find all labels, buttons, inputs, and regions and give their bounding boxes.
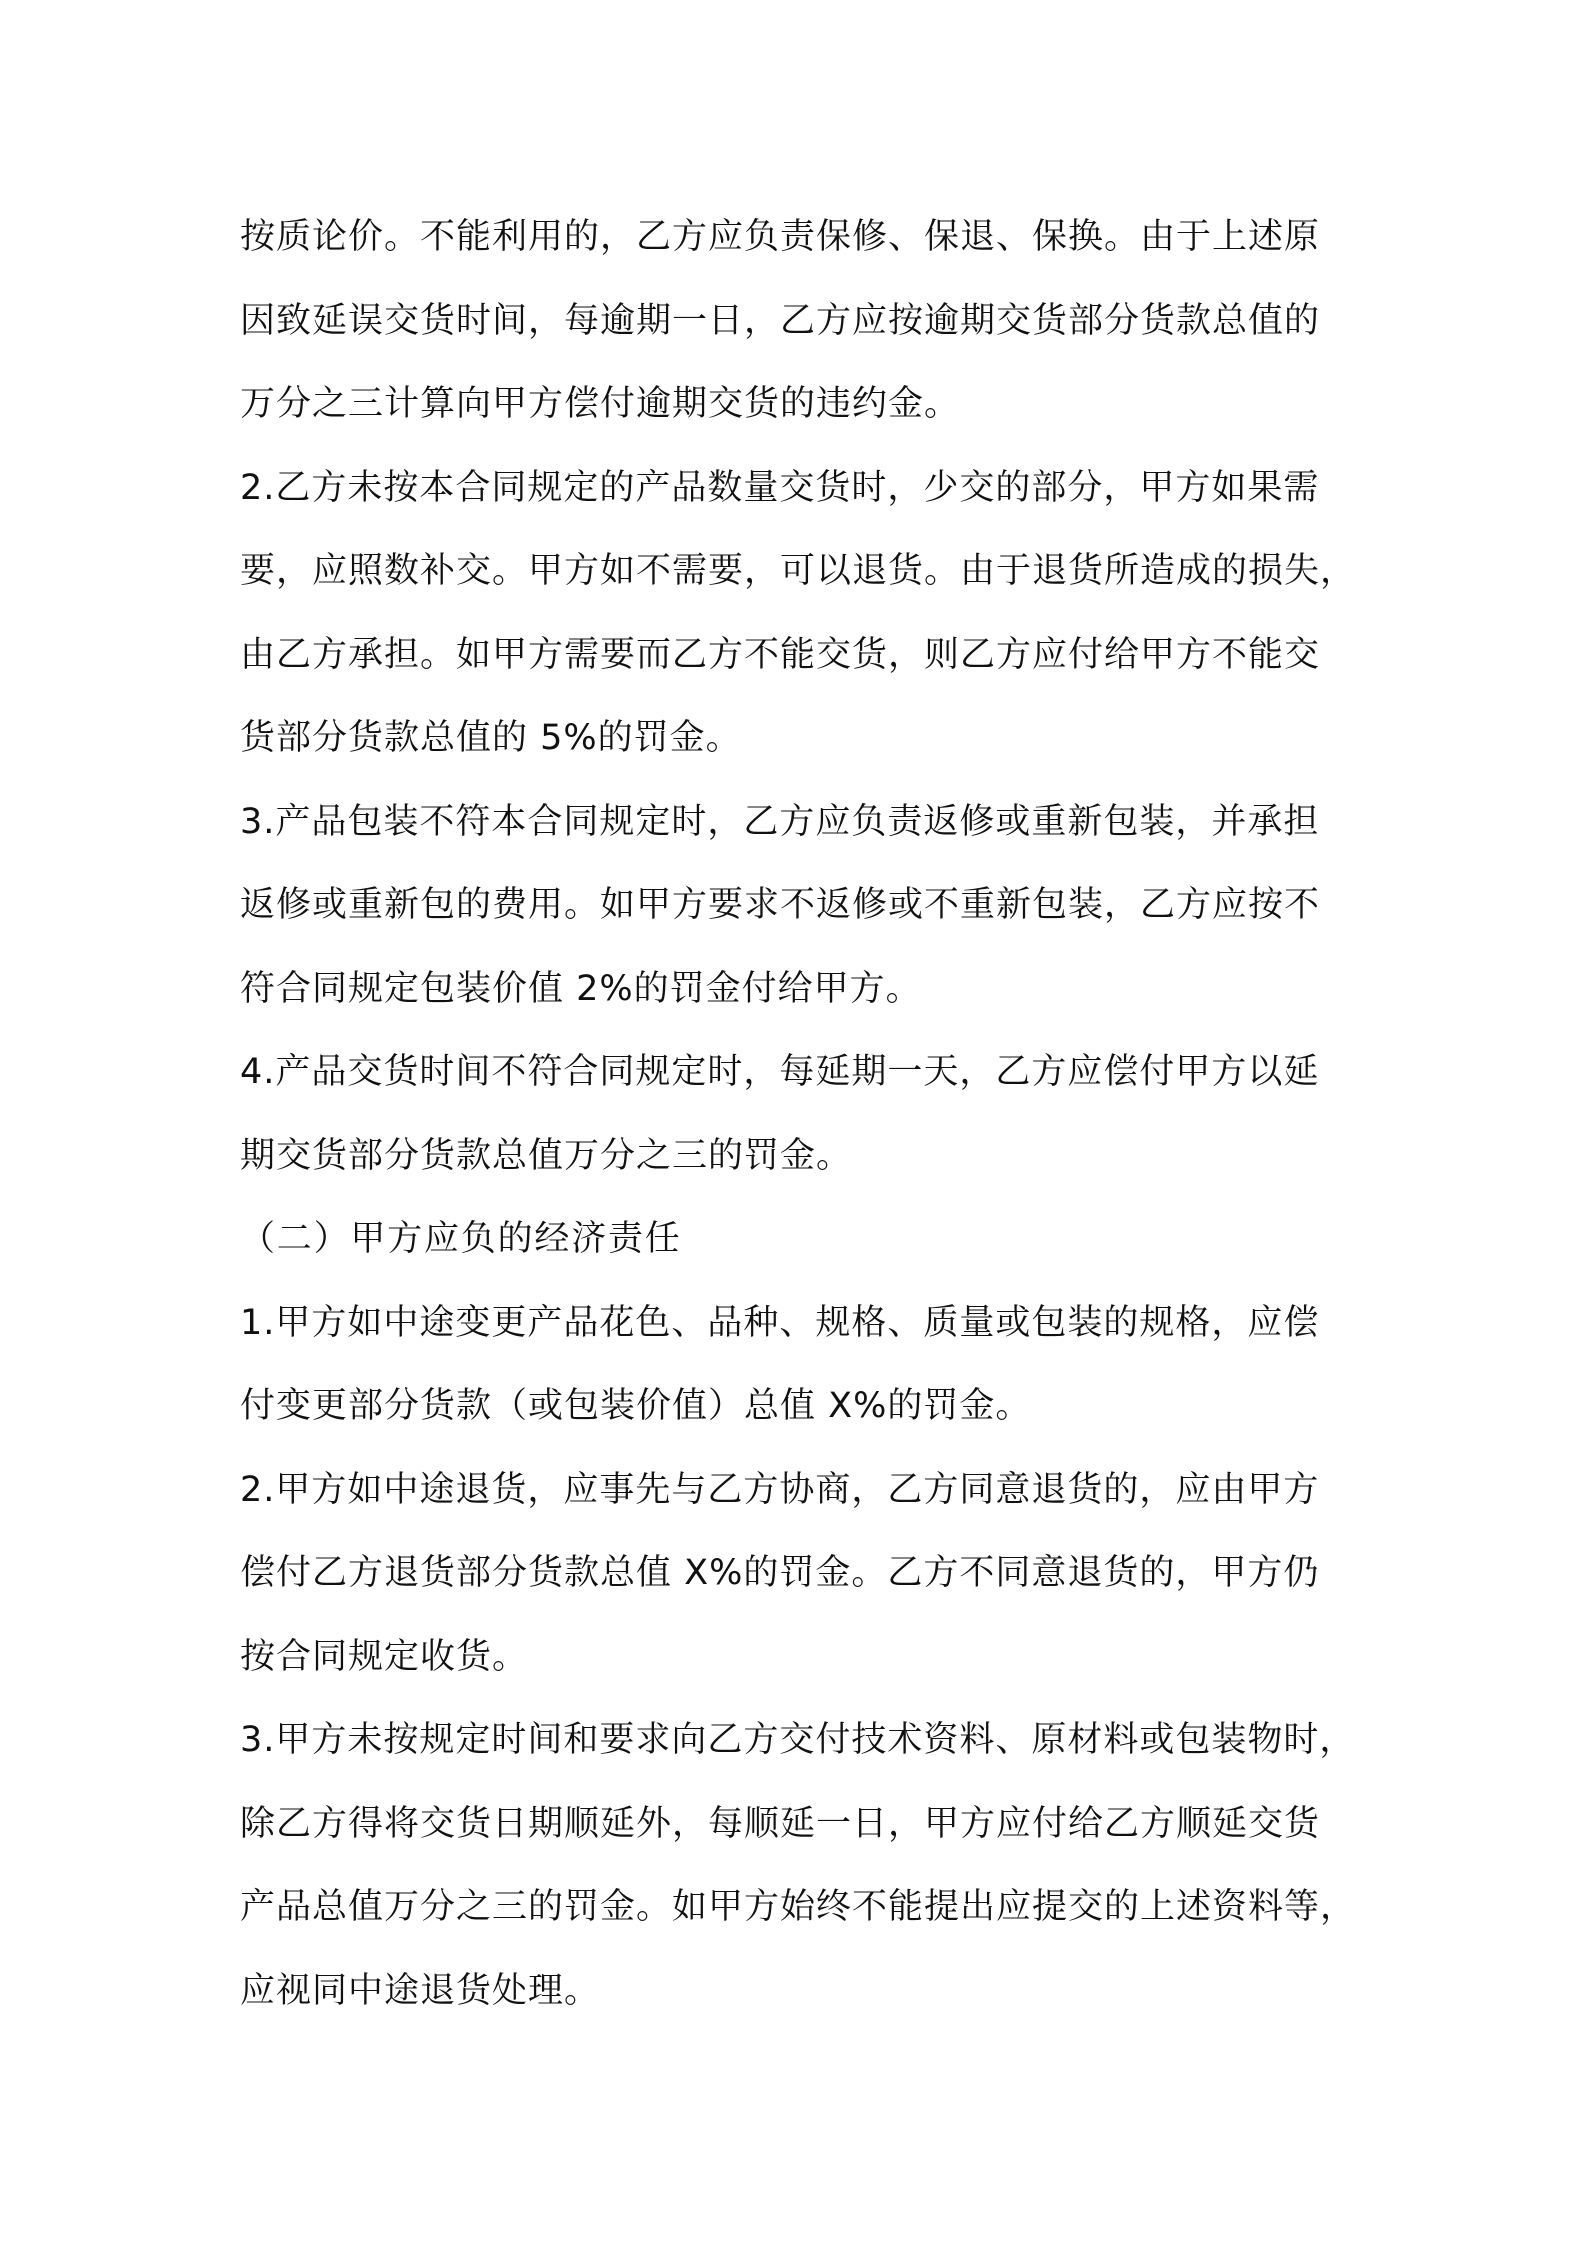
text-line: 期交货部分货款总值万分之三的罚金。 [240, 1135, 853, 1176]
text-line: 要，应照数补交。甲方如不需要，可以退货。由于退货所造成的损失， [240, 551, 1357, 591]
text-line: 货部分货款总值的 5%的罚金。 [240, 718, 742, 758]
text-line: 由乙方承担。如甲方需要而乙方不能交货，则乙方应付给甲方不能交 [240, 634, 1321, 675]
clause-2-line: 2.甲方如中途退货，应事先与乙方协商，乙方同意退货的，应由甲方 [240, 1469, 1320, 1510]
text-line: 产品总值万分之三的罚金。如甲方始终不能提出应提交的上述资料等， [240, 1887, 1357, 1927]
text-line: 因致延误交货时间，每逾期一日，乙方应按逾期交货部分货款总值的 [240, 300, 1321, 341]
text-line: 应视同中途退货处理。 [240, 1970, 601, 2011]
text-line: 偿付乙方退货部分货款总值 X%的罚金。乙方不同意退货的，甲方仍 [240, 1553, 1320, 1593]
document-body [240, 196, 1360, 2033]
text-line: 返修或重新包的费用。如甲方要求不返修或不重新包装，乙方应按不 [240, 885, 1321, 925]
clause-3-line: 3.产品包装不符本合同规定时，乙方应负责返修或重新包装，并承担 [240, 801, 1320, 842]
text-line: 按合同规定收货。 [240, 1636, 529, 1677]
clause-4-line: 4.产品交货时间不符合同规定时，每延期一天，乙方应偿付甲方以延 [240, 1052, 1320, 1092]
text-line: 按质论价。不能利用的，乙方应负责保修、保退、保换。由于上述原 [240, 217, 1321, 257]
text-line: 除乙方得将交货日期顺延外，每顺延一日，甲方应付给乙方顺延交货 [240, 1803, 1321, 1844]
text-line: 万分之三计算向甲方偿付逾期交货的违约金。 [240, 384, 961, 424]
text-line: 符合同规定包装价值 2%的罚金付给甲方。 [240, 968, 922, 1009]
clause-1-line: 1.甲方如中途变更产品花色、品种、规格、质量或包装的规格，应偿 [240, 1302, 1320, 1343]
section-heading: （二）甲方应负的经济责任 [240, 1219, 682, 1259]
clause-2-line: 2.乙方未按本合同规定的产品数量交货时，少交的部分，甲方如果需 [240, 467, 1320, 508]
clause-3-line: 3.甲方未按规定时间和要求向乙方交付技术资料、原材料或包装物时， [240, 1720, 1356, 1760]
text-line: 付变更部分货款（或包装价值）总值 X%的罚金。 [240, 1386, 1032, 1426]
